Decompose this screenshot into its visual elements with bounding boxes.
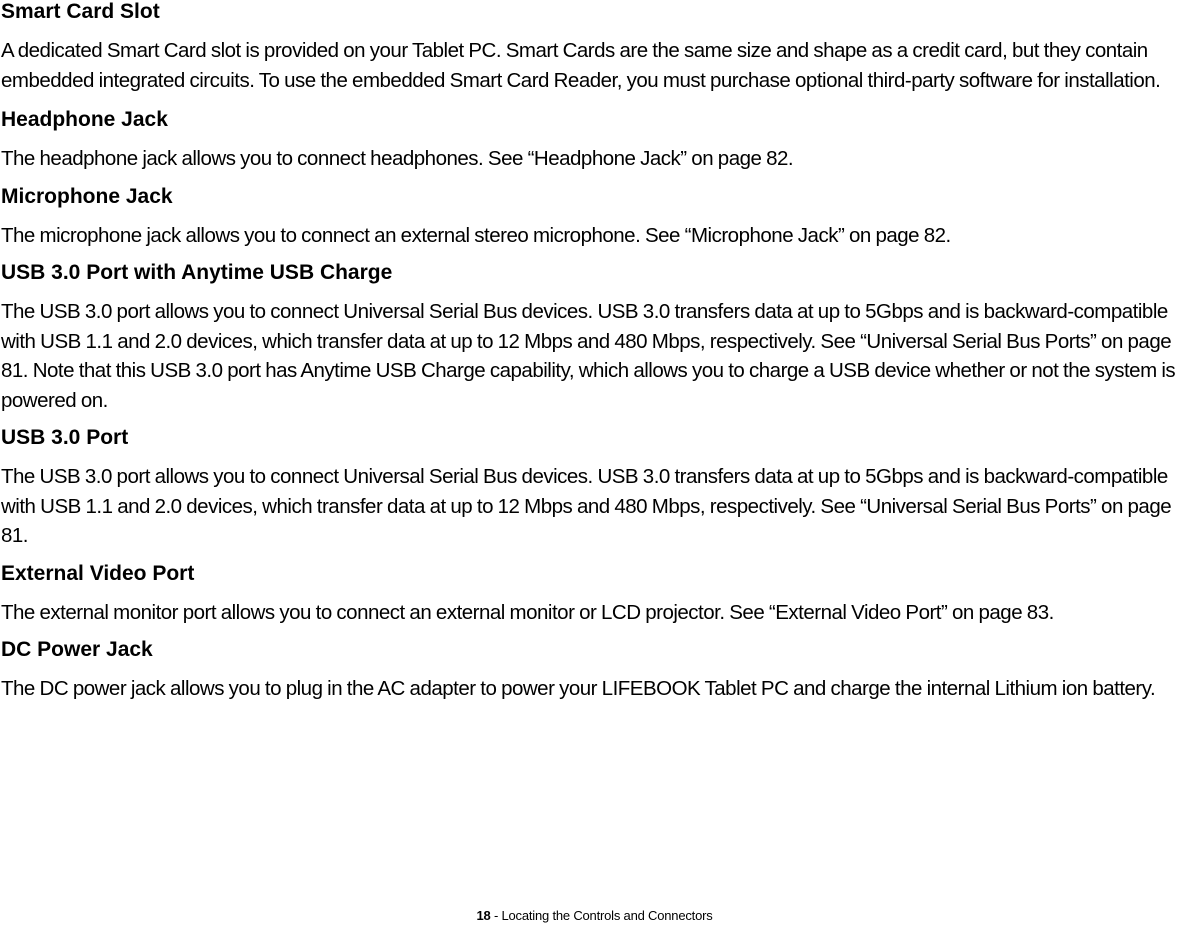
section-heading: Headphone Jack [1, 108, 168, 131]
page-footer [0, 908, 1189, 924]
section-external-video-port [1, 562, 1187, 628]
chapter-title: Locating the Controls and Connectors [501, 908, 713, 923]
section-heading: Microphone Jack [1, 184, 173, 208]
section-heading: External Video Port [1, 561, 195, 585]
section-usb-anytime-charge [1, 261, 1187, 415]
footer-separator: - [490, 908, 502, 923]
section-body: A dedicated Smart Card slot is provided on your Tablet PC. Smart Cards are the same size and shape as a credit card, but they contain embedded integrated circuits. To use the embedded Smart Card Reader, you must purchase optional third-party software for installation. [1, 39, 1161, 92]
section-usb-port [1, 426, 1187, 551]
section-heading: USB 3.0 Port [1, 426, 129, 449]
section-body: The microphone jack allows you to connect an external stereo microphone. See “Microphone Jack” on page 82. [1, 223, 951, 247]
section-heading: DC Power Jack [1, 638, 153, 661]
page-number: 18 [476, 908, 491, 923]
section-smart-card-slot [1, 0, 1187, 95]
document-body [1, 0, 1187, 715]
section-body: The DC power jack allows you to plug in the AC adapter to power your LIFEBOOK Tablet PC and charge the internal Lithium ion battery. [1, 677, 1156, 700]
section-heading: Smart Card Slot [1, 0, 160, 23]
section-body: The external monitor port allows you to connect an external monitor or LCD projector. See “External Video Port” on page 83. [1, 600, 1054, 624]
section-heading: USB 3.0 Port with Anytime USB Charge [1, 261, 393, 284]
section-body: The USB 3.0 port allows you to connect Universal Serial Bus devices. USB 3.0 transfers data at up to 5Gbps and is backward-compatible with USB 1.1 and 2.0 devices, which transfer data at up to 12 Mbps and 480 Mbps, respectively. See “Universal Serial Bus Ports” on page 81. [1, 465, 1172, 547]
section-body: The headphone jack allows you to connect headphones. See “Headphone Jack” on page 82. [1, 147, 794, 170]
section-body: The USB 3.0 port allows you to connect Universal Serial Bus devices. USB 3.0 transfers data at up to 5Gbps and is backward-compatible with USB 1.1 and 2.0 devices, which transfer data at up to 12 Mbps and 480 Mbps, respectively. See “Universal Serial Bus Ports” on page 81. Note that this USB 3.0 port has Anytime USB Charge capability, which allows you to charge a USB device whether or not the system is powered on. [1, 300, 1176, 412]
section-headphone-jack [1, 108, 1187, 174]
section-dc-power-jack [1, 638, 1187, 704]
section-microphone-jack [1, 185, 1187, 251]
